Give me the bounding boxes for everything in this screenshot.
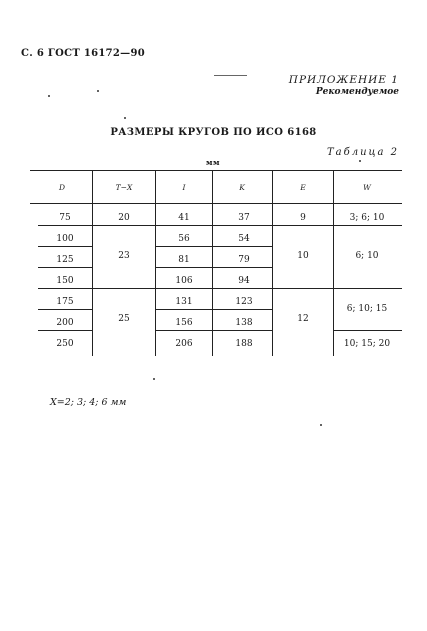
col-header-tx: T−X <box>115 183 133 192</box>
cell-e: 12 <box>297 314 309 324</box>
cell-i: 41 <box>178 213 190 223</box>
col-header-w: W <box>363 183 371 192</box>
cell-w: 10; 15; 20 <box>343 339 391 349</box>
scan-speck <box>48 95 50 97</box>
table-label: Таблица 2 <box>326 147 399 158</box>
cell-d: 250 <box>56 339 74 349</box>
cell-i: 156 <box>175 318 193 328</box>
appendix-title: ПРИЛОЖЕНИЕ 1 <box>288 74 399 86</box>
header-bottom-rule <box>30 203 402 204</box>
cell-i: 206 <box>175 339 193 349</box>
row-rule <box>38 330 92 331</box>
scan-speck <box>320 424 322 426</box>
scan-speck <box>153 378 155 380</box>
row-rule <box>38 225 402 226</box>
row-rule <box>155 246 272 247</box>
cell-k: 138 <box>235 318 253 328</box>
cell-d: 150 <box>56 276 74 286</box>
row-rule <box>155 330 272 331</box>
scan-speck <box>359 160 361 162</box>
cell-k: 94 <box>238 276 250 286</box>
cell-tx: 25 <box>118 314 130 324</box>
page-header: С. 6 ГОСТ 16172—90 <box>21 48 145 59</box>
row-rule <box>38 288 402 289</box>
cell-d: 100 <box>56 234 74 244</box>
row-rule <box>333 330 402 331</box>
scan-speck <box>97 90 99 92</box>
row-rule <box>38 267 92 268</box>
cell-d: 175 <box>56 297 74 307</box>
units-rule <box>92 170 270 171</box>
cell-k: 79 <box>238 255 250 265</box>
col-header-k: K <box>239 183 245 192</box>
scan-smudge <box>214 75 247 76</box>
cell-tx: 23 <box>118 251 130 261</box>
cell-i: 56 <box>178 234 190 244</box>
row-rule <box>155 309 272 310</box>
cell-i: 106 <box>175 276 193 286</box>
cell-w: 3; 6; 10 <box>349 213 385 223</box>
col-sep <box>92 171 93 203</box>
cell-w: 6; 10; 15 <box>346 304 388 314</box>
cell-i: 131 <box>175 297 193 307</box>
col-header-e: E <box>300 183 306 192</box>
cell-k: 54 <box>238 234 250 244</box>
col-sep <box>272 171 273 203</box>
cell-i: 81 <box>178 255 190 265</box>
cell-d: 75 <box>59 213 71 223</box>
cell-w: 6; 10 <box>355 251 379 261</box>
cell-e: 10 <box>297 251 309 261</box>
col-header-d: D <box>58 183 66 192</box>
units-label: мм <box>206 158 221 167</box>
cell-k: 123 <box>235 297 253 307</box>
scan-speck <box>124 117 126 119</box>
section-title: РАЗМЕРЫ КРУГОВ ПО ИСО 6168 <box>110 127 317 138</box>
col-sep <box>333 171 334 203</box>
cell-e: 9 <box>300 213 306 223</box>
row-rule <box>38 309 92 310</box>
cell-d: 125 <box>56 255 74 265</box>
row-rule <box>155 267 272 268</box>
col-sep <box>155 171 156 203</box>
cell-k: 188 <box>235 339 253 349</box>
cell-d: 200 <box>56 318 74 328</box>
cell-tx: 20 <box>118 213 130 223</box>
row-rule <box>38 246 92 247</box>
col-sep <box>212 171 213 203</box>
col-header-i: I <box>182 183 186 192</box>
footnote: X=2; 3; 4; 6 мм <box>50 397 127 408</box>
appendix-subtitle: Рекомендуемое <box>315 87 399 97</box>
cell-k: 37 <box>238 213 250 223</box>
